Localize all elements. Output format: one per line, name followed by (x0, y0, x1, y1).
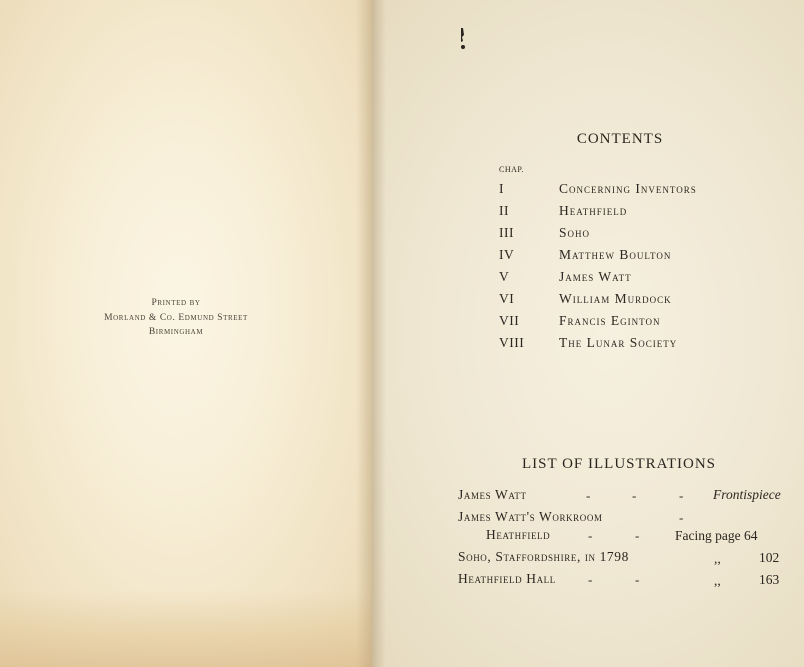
left-page (0, 0, 372, 667)
chapter-title: Concerning Inventors (559, 181, 697, 196)
contents-heading: CONTENTS (576, 131, 664, 147)
right-page (372, 0, 804, 667)
chapter-number: IV (499, 247, 515, 262)
chapter-title: James Watt (559, 269, 632, 284)
chapter-title: Matthew Boulton (559, 247, 672, 262)
page-gutter-shadow (372, 0, 386, 667)
leader-dash: - (588, 528, 593, 543)
imprint-line-3: Birmingham (148, 327, 204, 337)
illustration-title: James Watt (458, 487, 527, 502)
chapter-title: William Murdock (559, 291, 672, 306)
printer-imprint (80, 296, 272, 340)
leader-dash: - (588, 572, 593, 587)
illustration-title: James Watt's Workroom (458, 509, 603, 524)
chapter-title: Soho (559, 225, 591, 240)
chapter-title: Francis Eginton (559, 313, 661, 328)
chapter-number: VI (499, 291, 515, 306)
leader-dash: - (632, 488, 637, 503)
ditto-mark: ,, (714, 551, 721, 566)
chapter-number: VIII (499, 335, 525, 350)
illustration-page: 102 (759, 550, 780, 565)
imprint-line-1: Printed by (151, 298, 201, 308)
chapter-number: VII (499, 313, 520, 328)
chapter-number: V (499, 269, 510, 284)
chapter-title: Heathfield (559, 203, 628, 218)
illustration-title: Heathfield Hall (458, 571, 556, 586)
illustrations-heading: LIST OF ILLUSTRATIONS (521, 456, 717, 472)
chapter-number: I (499, 181, 504, 196)
leader-dash: - (679, 510, 684, 525)
ink-blot-mark (458, 27, 466, 51)
illustration-title-continued: Heathfield (486, 527, 551, 542)
leader-dash: - (635, 528, 640, 543)
leader-dash: - (586, 488, 591, 503)
chapter-title: The Lunar Society (559, 335, 678, 350)
leader-dash: - (679, 488, 684, 503)
chapter-number: II (499, 203, 509, 218)
leader-dash: - (635, 572, 640, 587)
chapter-number: III (499, 225, 514, 240)
illustration-page: Frontispiece (713, 487, 781, 502)
page-gutter-shadow (356, 0, 372, 667)
imprint-line-2: Morland & Co. Edmund Street (104, 312, 248, 323)
illustration-page: 163 (759, 572, 780, 587)
illustration-page: Facing page 64 (675, 528, 758, 543)
illustration-title: Soho, Staffordshire, in 1798 (458, 549, 629, 564)
chap-label: CHAP. (499, 165, 524, 174)
ditto-mark: ,, (714, 573, 721, 588)
paper-stain (0, 590, 372, 667)
